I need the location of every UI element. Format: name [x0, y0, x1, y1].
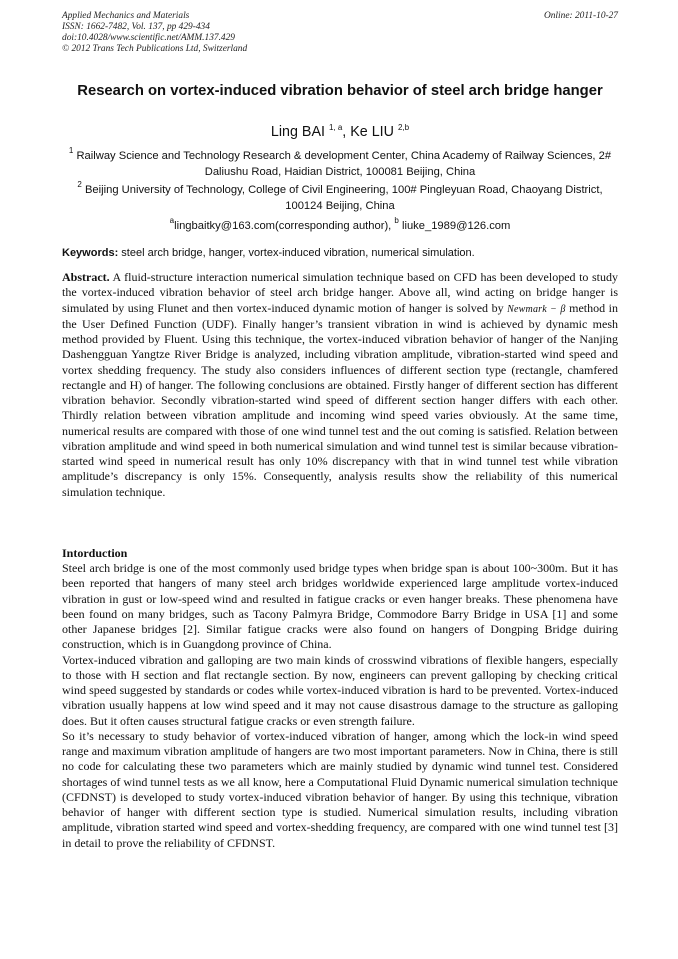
- author-line: [62, 123, 618, 141]
- abstract-paragraph: [62, 270, 618, 500]
- keywords-label: Keywords:: [62, 247, 119, 259]
- journal-name: Applied Mechanics and Materials: [62, 11, 190, 21]
- journal-issn: ISSN: 1662-7482, Vol. 137, pp 429-434: [62, 22, 210, 32]
- email-a-sup: a: [169, 216, 175, 225]
- journal-copyright: © 2012 Trans Tech Publications Ltd, Switzerland: [62, 44, 248, 54]
- abstract-text-1: A fluid-structure interaction numerical simulation technique based on CFD has been developed to study the vortex-induced vibration behavior of steel arch bridge hanger. Above all, wind acting on bridge hanger is simulated by using Flunet and then vortex-induced dynamic motion of hanger is solved by: [62, 270, 618, 315]
- introduction-body: [62, 561, 618, 851]
- email-line: [62, 218, 618, 234]
- abstract-label: Abstract.: [62, 270, 110, 284]
- journal-doi: doi:10.4028/www.scientific.net/AMM.137.429: [62, 33, 235, 43]
- intro-paragraph-3: So it’s necessary to study behavior of vortex-induced vibration of hanger, among which the lock-in wind speed range and maximum vibration amplitude of hangers are two most important parameters. Now in China, there is still no code for calculating these two parameters which are mainly studied by dynamic wind tunnel test. Considered shortages of wind tunnel tests as we all know, here a Computational Fluid Dynamic numerical simulation technique (CFDNST) is developed to study vortex-induced vibration behavior of hanger. By using this technique, vibration behavior of hanger with different section type is studied. Numerical simulation results, including vibration amplitude, vibration started wind speed and vortex-shedding frequency, are compared with one wind tunnel test [3] in detail to prove the reliability of CFDNST.: [62, 728, 618, 850]
- newmark-formula: Newmark − β: [507, 303, 566, 315]
- abstract-text-2: method in the User Defined Function (UDF). Finally hanger’s transient vibration in wind is achieved by dynamic mesh method provided by Fluent. Using this technique, the vortex-induced vibration behavior of hanger of the Nanjing Dashengguan Yangtze River Bridge is analyzed, including vibration amplitude, vibration-started wind speed and vortex shedding frequency. The study also considers influences of different section type (rectangle, chamfered rectangle and H) of hanger. The following conclusions are obtained. Firstly hanger of different section has different vibration behavior. Secondly vibration-started wind speed of different section hanger differs with each other. Thirdly relation between vibration amplitude and incoming wind speed varies obviously. At the same time, numerical results are compared with those of one wind tunnel test and the out coming is satisfied. Relation between vibration amplitude and wind speed in both numerical simulation and wind tunnel test is similar because vibration-started wind speed in numerical result has only 10% discrepancy with that in wind tunnel test while vibration amplitude’s discrepancy is only 15%. Consequently, analysis results show the reliability of this numerical simulation technique.: [62, 300, 619, 499]
- affiliation-2: [66, 182, 614, 214]
- keywords: [62, 246, 618, 261]
- affiliation-2-text: Beijing University of Technology, College of Civil Engineering, 100# Pingleyuan Road, Chaoyang District, 100124 Beijing, China: [84, 184, 603, 212]
- journal-header: [62, 11, 618, 55]
- affiliation-1-text: Railway Science and Technology Research & development Center, China Academy of Railway Sciences, 2# Daliushu Road, Haidian District, 100081 Beijing, China: [76, 150, 612, 178]
- paper-title: Research on vortex-induced vibration behavior of steel arch bridge hanger: [77, 83, 603, 99]
- abstract: [62, 270, 618, 500]
- author-2-name: Ke LIU: [350, 124, 394, 140]
- author-2-sup: 2,b: [397, 123, 410, 132]
- online-date: Online: 2011-10-27: [543, 11, 618, 21]
- intro-paragraph-2: Vortex-induced vibration and galloping are two main kinds of crosswind vibrations of flexible hangers, especially to those with H section and flat rectangle section. By now, engineers can prevent galloping by checking critical wind speed suggested by standards or codes while vortex-induced vibration is hard to be prevented. Vortex-induced vibration usually happens at low wind speed and it may not cause disastrous damage to the structure as galloping does. But it often causes structural fatigue cracks or even strength failure.: [62, 652, 618, 728]
- email-b-sup: b: [394, 216, 399, 225]
- introduction-heading: Intorduction: [62, 546, 128, 560]
- author-1-name: Ling BAI: [270, 124, 325, 140]
- intro-paragraph-1: Steel arch bridge is one of the most commonly used bridge types when bridge span is about 100~300m. But it has been reported that hangers of many steel arch bridges worldwide experienced large amplitude vortex-induced vibration in gust or low-speed wind and resulted in fatigue cracks or even hanger breaks. These phenomena have been found on many bridges, such as Tacony Palmyra Bridge, Commodore Barry Bridge in USA [1] and some other Japanese bridges [2]. Similar fatigue cracks were also found on hangers of Dongping Bridge duiring construction, which is in Guangdong province of China.: [62, 561, 618, 652]
- affiliation-1-sup: 1: [68, 146, 74, 155]
- affiliation-1: [66, 148, 614, 180]
- email-a-text[interactable]: lingbaitky@163.com(corresponding author),: [174, 220, 395, 232]
- author-1-sup: 1, a: [328, 123, 343, 132]
- email-b-text[interactable]: liuke_1989@126.com: [398, 220, 511, 232]
- author-separator: ,: [342, 124, 351, 140]
- keywords-text: steel arch bridge, hanger, vortex-induced vibration, numerical simulation.: [118, 247, 475, 259]
- affiliation-2-sup: 2: [77, 180, 82, 189]
